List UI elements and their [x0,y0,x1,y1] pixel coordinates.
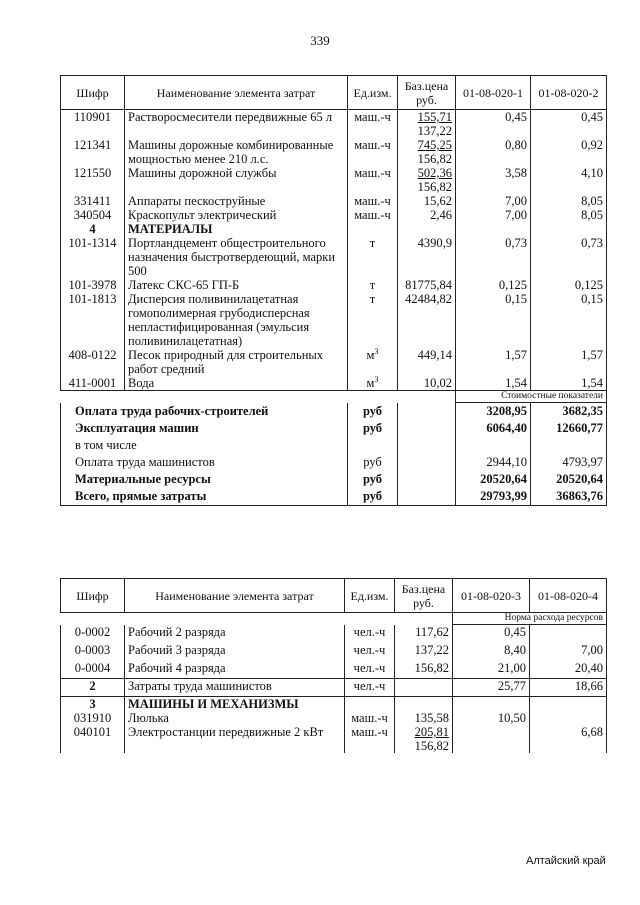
row-unit-text: м [366,348,375,362]
totals-row [61,454,607,471]
row-unit-text: м [366,376,375,390]
totals-empty [398,420,456,437]
row-value-2: 8,05 [531,208,607,222]
row-unit [348,138,398,166]
row-value-1: 0,45 [456,110,531,139]
table-header-row [61,76,607,110]
row-price [398,208,456,222]
row-value-2: 0,125 [531,278,607,292]
row-name: Дисперсия поливинилацетатная гомополимерная грубодисперсная непластифицированная (эмульсия поливинилацетатная) [125,292,348,348]
row-price-value: 449,14 [417,348,452,362]
totals-value-1: 6064,40 [456,420,531,437]
row-price-value: 2,46 [430,208,452,222]
row-price [398,166,456,194]
row-price [395,661,453,679]
row-unit [348,236,398,278]
row-unit-sup: 3 [374,374,379,384]
row-price-value: 4390,9 [417,236,452,250]
table-row [61,194,607,208]
header-name: Наименование элемента затрат [125,76,348,110]
totals-empty [398,488,456,506]
row-code: 121341 [61,138,125,166]
row-name: Латекс СКС-65 ГП-Б [125,278,348,292]
row-value-1: 21,00 [453,661,530,679]
table-row [61,236,607,278]
row-code: 040101 [61,725,125,753]
row-name: Вода [125,376,348,391]
totals-value-2: 20520,64 [531,471,607,488]
totals-value-2: 36863,76 [531,488,607,506]
totals-value-1: 20520,64 [456,471,531,488]
row-unit [348,110,398,139]
row-value-1 [453,725,530,753]
row-code: 101-3978 [61,278,125,292]
totals-empty [398,403,456,421]
row-unit [348,166,398,194]
row-price-value: 15,62 [423,194,452,208]
row-value-2: 8,05 [531,194,607,208]
row-value-1: 0,125 [456,278,531,292]
row-unit [348,208,398,222]
row-value-1: 0,15 [456,292,531,348]
totals-value-2: 3682,35 [531,403,607,421]
row-code: 101-1314 [61,236,125,278]
row-value-2: 0,15 [531,292,607,348]
row-name: Песок природный для строительных работ средний [125,348,348,376]
header-price: Баз.цена руб. [395,579,453,613]
row-price-value: 137,22 [414,642,449,657]
row-name: Рабочий 4 разряда [125,661,345,679]
totals-empty [398,471,456,488]
row-price [398,138,456,166]
table-row [61,138,607,166]
table-row [61,376,607,391]
row-value-1: 10,50 [453,711,530,725]
machinists-labor-row [61,679,607,697]
row-code: 340504 [61,208,125,222]
row-price [398,236,456,278]
row-price [398,376,456,391]
header-unit: Ед.изм. [348,76,398,110]
totals-row [61,471,607,488]
row-unit-text: маш.-ч [351,711,388,725]
row-price-value-2: 156,82 [417,152,452,166]
header-price: Баз.цена руб. [398,76,456,110]
row-unit-text: т [369,292,376,306]
row-value-1: 3,58 [456,166,531,194]
row-name: Рабочий 2 разряда [125,625,345,643]
row-price-value: 205,81 [414,725,449,739]
row-price-value-2: 156,82 [417,180,452,194]
row-price-value: 502,36 [417,166,452,180]
row-unit-sup: 3 [374,346,379,356]
row-price-value: 117,62 [415,624,449,639]
table-row [61,292,607,348]
row-value-2: 7,00 [530,643,607,661]
totals-value-2: 12660,77 [531,420,607,437]
row-value-2: 6,68 [530,725,607,753]
table-row [61,110,607,139]
row-price-value: 135,58 [414,711,449,725]
row-unit [348,292,398,348]
row-value-1: 0,45 [453,625,530,643]
table-row [61,625,607,643]
row-price [395,625,453,643]
header-code: Шифр [61,76,125,110]
table-row [61,711,607,725]
cost-table-1 [60,75,607,506]
section-title: МАТЕРИАЛЫ [125,222,348,236]
row-unit: чел.-ч [345,679,395,697]
totals-value-2: 4793,97 [531,454,607,471]
header-col3: 01-08-020-3 [453,579,530,613]
row-name: Краскопульт электрический [125,208,348,222]
row-name: Аппараты пескоструйные [125,194,348,208]
totals-name: Оплата труда машинистов [61,454,348,471]
totals-value-1: 29793,99 [456,488,531,506]
header-name: Наименование элемента затрат [125,579,345,613]
totals-value-1: 2944,10 [456,454,531,471]
row-unit-text: чел.-ч [353,660,386,675]
row-price [398,194,456,208]
row-name: Портландцемент общестроительного назначения быстротвердеющий, марки 500 [125,236,348,278]
totals-value-1 [456,437,531,454]
row-unit [348,348,398,376]
section-code: 3 [61,697,125,712]
row-price [398,110,456,139]
totals-row [61,403,607,421]
row-unit-text: маш.-ч [351,725,388,739]
row-price [398,278,456,292]
totals-name: Оплата труда рабочих-строителей [61,403,348,421]
header-col1: 01-08-020-1 [456,76,531,110]
table-row [61,166,607,194]
row-unit-text: т [369,278,376,292]
row-unit-text: маш.-ч [354,208,391,222]
row-value-1: 1,57 [456,348,531,376]
row-value-2: 20,40 [530,661,607,679]
header-col4: 01-08-020-4 [530,579,607,613]
row-unit [345,661,395,679]
row-code: 121550 [61,166,125,194]
row-price-value: 156,82 [414,660,449,675]
row-unit [345,643,395,661]
region-footer: Алтайский край [526,855,606,867]
table-row [61,661,607,679]
row-price-value-2: 156,82 [414,739,449,753]
row-code: 0-0002 [61,625,125,643]
row-code: 408-0122 [61,348,125,376]
row-unit [345,725,395,753]
table-header-row [61,579,607,613]
row-unit-text: чел.-ч [353,642,386,657]
row-price-value: 155,71 [417,110,452,124]
totals-row [61,437,607,454]
row-price [398,292,456,348]
table-row [61,278,607,292]
table-row [61,643,607,661]
row-price-value: 745,25 [417,138,452,152]
row-price-value: 42484,82 [405,292,452,306]
row-value-1: 0,73 [456,236,531,278]
row-name: Машины дорожной службы [125,166,348,194]
row-value-2: 1,57 [531,348,607,376]
section-code: 4 [61,222,125,236]
row-price-value: 10,02 [423,376,452,390]
totals-unit: руб [348,471,398,488]
table-row [61,208,607,222]
row-code: 110901 [61,110,125,139]
row-name: Электростанции передвижные 2 кВт [125,725,345,753]
section-row [61,222,607,236]
totals-row [61,420,607,437]
norm-label-row [61,613,607,625]
row-price [398,348,456,376]
row-value-1: 8,40 [453,643,530,661]
totals-empty [398,454,456,471]
header-code: Шифр [61,579,125,613]
row-value-2: 0,92 [531,138,607,166]
totals-unit [348,437,398,454]
table-row [61,348,607,376]
row-code: 331411 [61,194,125,208]
norm-label: Норма расхода ресурсов [453,613,607,625]
totals-unit: руб [348,420,398,437]
indicators-label: Стоимостные показатели [456,391,607,403]
totals-unit: руб [348,488,398,506]
row-unit-text: маш.-ч [354,166,391,180]
page-number: 339 [310,33,330,48]
totals-value-1: 3208,95 [456,403,531,421]
row-value-2 [530,711,607,725]
row-unit [345,625,395,643]
row-value-2: 4,10 [531,166,607,194]
totals-name: в том числе [61,437,348,454]
totals-name: Материальные ресурсы [61,471,348,488]
row-code: 031910 [61,711,125,725]
section-row [61,697,607,712]
cost-table-2 [60,578,607,753]
row-price [395,643,453,661]
row-unit-text: маш.-ч [354,110,391,124]
row-unit [348,278,398,292]
row-price-value-2: 137,22 [417,124,452,138]
row-value-2: 1,54 [531,376,607,391]
totals-row [61,488,607,506]
row-code: 0-0003 [61,643,125,661]
row-value-1: 0,80 [456,138,531,166]
row-value-2: 18,66 [530,679,607,697]
row-price [395,711,453,725]
totals-value-2 [531,437,607,454]
header-col2: 01-08-020-2 [531,76,607,110]
totals-name: Эксплуатация машин [61,420,348,437]
row-code: 101-1813 [61,292,125,348]
table-row [61,725,607,753]
row-value-1: 7,00 [456,208,531,222]
totals-empty [398,437,456,454]
row-value-2: 0,45 [531,110,607,139]
row-unit [345,711,395,725]
row-code: 2 [61,679,125,697]
totals-unit: руб [348,454,398,471]
row-unit-text: маш.-ч [354,138,391,152]
header-unit: Ед.изм. [345,579,395,613]
row-name: Машины дорожные комбинированные мощностью менее 210 л.с. [125,138,348,166]
row-unit [348,376,398,391]
row-price [395,725,453,753]
row-unit [348,194,398,208]
row-code: 0-0004 [61,661,125,679]
row-unit-text: маш.-ч [354,194,391,208]
row-name: Растворосмесители передвижные 65 л [125,110,348,139]
row-value-1: 25,77 [453,679,530,697]
row-unit-text: чел.-ч [353,624,386,639]
row-value-1: 1,54 [456,376,531,391]
row-name: Рабочий 3 разряда [125,643,345,661]
row-name: Люлька [125,711,345,725]
indicators-label-row [61,391,607,403]
row-value-2 [530,625,607,643]
row-unit-text: т [369,236,376,250]
row-value-1: 7,00 [456,194,531,208]
row-price-value: 81775,84 [405,278,452,292]
totals-unit: руб [348,403,398,421]
row-code: 411-0001 [61,376,125,391]
row-value-2: 0,73 [531,236,607,278]
row-name: Затраты труда машинистов [125,679,345,697]
section-title: МАШИНЫ И МЕХАНИЗМЫ [125,697,345,712]
totals-name: Всего, прямые затраты [61,488,348,506]
